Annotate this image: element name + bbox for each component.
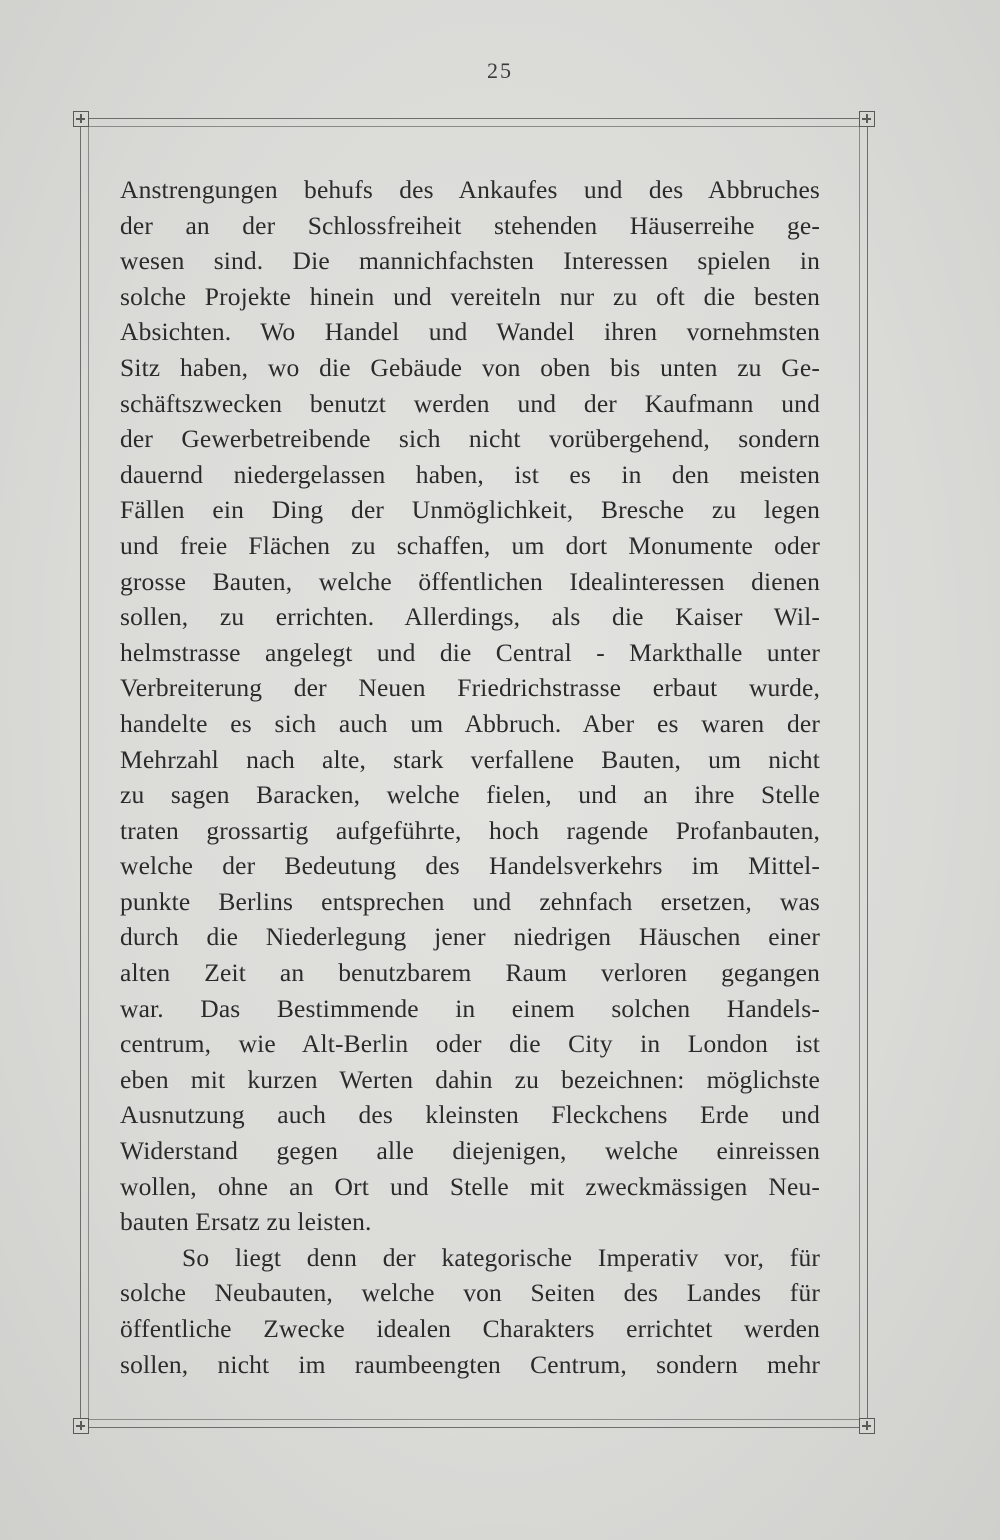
- text-line: punkte Berlins entsprechen und zehnfach ersetzen, was: [120, 886, 820, 916]
- corner-ornament-top-left: [73, 111, 89, 127]
- text-line: wollen, ohne an Ort und Stelle mit zweckmässigen Neu-: [120, 1171, 820, 1201]
- text-line: solche Neubauten, welche von Seiten des Landes für: [120, 1278, 820, 1308]
- text-line: war. Das Bestimmende in einem solchen Handels-: [120, 993, 820, 1023]
- text-line: welche der Bedeutung des Handelsverkehrs im Mittel-: [120, 851, 820, 881]
- body-text: [120, 172, 820, 1382]
- text-line: Mehrzahl nach alte, stark verfallene Bauten, um nicht: [120, 744, 820, 774]
- text-line: Widerstand gegen alle diejenigen, welche einreissen: [120, 1136, 820, 1166]
- text-line: öffentliche Zwecke idealen Charakters errichtet werden: [120, 1314, 820, 1343]
- text-line: alten Zeit an benutzbarem Raum verloren gegangen: [120, 958, 820, 988]
- text-line: Verbreiterung der Neuen Friedrichstrasse erbaut wurde,: [120, 673, 820, 703]
- text-line: centrum, wie Alt-Berlin oder die City in London ist: [120, 1029, 820, 1059]
- corner-ornament-bottom-right: [859, 1418, 875, 1434]
- paragraph-end-line: bauten Ersatz zu leisten.: [120, 1207, 372, 1237]
- text-line: dauernd niedergelassen haben, ist es in den meisten: [120, 459, 820, 489]
- text-line: der an der Schlossfreiheit stehenden Häuserreihe ge-: [120, 210, 820, 240]
- text-line: helmstrasse angelegt und die Central - Markthalle unter: [120, 637, 820, 667]
- text-line: traten grossartig aufgeführte, hoch ragende Profanbauten,: [120, 815, 820, 845]
- text-line: eben mit kurzen Werten dahin zu bezeichnen: möglichste: [120, 1064, 820, 1094]
- paragraph-start-line: So liegt denn der kategorische Imperativ vor, für: [182, 1242, 820, 1272]
- text-line: wesen sind. Die mannichfachsten Interessen spielen in: [120, 246, 820, 276]
- text-line: und freie Flächen zu schaffen, um dort Monumente oder: [120, 530, 820, 560]
- text-line: Absichten. Wo Handel und Wandel ihren vornehmsten: [120, 317, 820, 347]
- text-line: zu sagen Baracken, welche fielen, und an ihre Stelle: [120, 780, 820, 810]
- text-line: der Gewerbetreibende sich nicht vorübergehend, sondern: [120, 424, 820, 454]
- text-line: Anstrengungen behufs des Ankaufes und des Abbruches: [120, 175, 820, 204]
- page-number: 25: [487, 58, 513, 83]
- text-line: schäftszwecken benutzt werden und der Kaufmann und: [120, 388, 820, 418]
- text-line: sollen, zu errichten. Allerdings, als die Kaiser Wil-: [120, 602, 820, 632]
- text-line: durch die Niederlegung jener niedrigen Häuschen einer: [120, 922, 820, 952]
- text-line: handelte es sich auch um Abbruch. Aber es waren der: [120, 708, 820, 738]
- text-line: Ausnutzung auch des kleinsten Fleckchens Erde und: [120, 1100, 820, 1130]
- text-line: sollen, nicht im raumbeengten Centrum, sondern mehr: [120, 1349, 820, 1379]
- corner-ornament-top-right: [859, 111, 875, 127]
- text-line: grosse Bauten, welche öffentlichen Idealinteressen dienen: [120, 566, 820, 596]
- text-line: solche Projekte hinein und vereiteln nur zu oft die besten: [120, 281, 820, 311]
- corner-ornament-bottom-left: [73, 1418, 89, 1434]
- text-line: Fällen ein Ding der Unmöglichkeit, Bresche zu legen: [120, 495, 820, 525]
- text-line: Sitz haben, wo die Gebäude von oben bis unten zu Ge-: [120, 352, 820, 382]
